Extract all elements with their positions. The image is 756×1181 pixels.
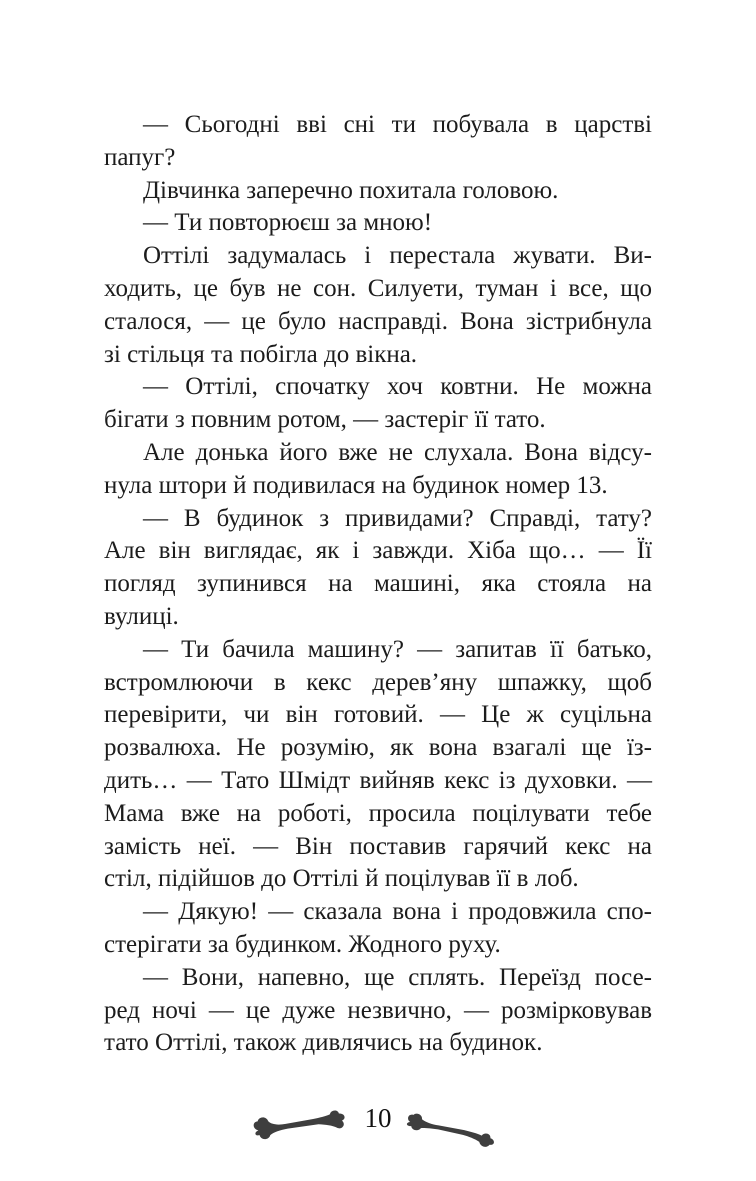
- text-line: замість неї. — Він поставив гарячий кекс на: [104, 832, 652, 860]
- text-line: стіл, підійшов до Оттілі й поцілував її в лоб.: [104, 865, 579, 893]
- text-line: — Сьогодні вві сні ти побувала в царстві: [143, 111, 652, 138]
- page-number: 10: [364, 1103, 392, 1133]
- paragraph: [104, 240, 652, 371]
- text-line: — В будинок з привидами? Справді, тату?: [143, 504, 652, 532]
- paragraph: [104, 634, 652, 896]
- text-line: вулиці.: [104, 602, 179, 630]
- text-line: Оттілі задумалась і перестала жувати. Ви-: [143, 242, 652, 270]
- text-line: стерігати за будинком. Жодного руху.: [104, 930, 501, 958]
- paragraph: [104, 896, 652, 962]
- page-footer: [0, 1096, 756, 1166]
- text-line: ред ночі — це дуже незвично, — розмірковував: [104, 996, 652, 1024]
- text-line: — Ти бачила машину? — запитав її батько,: [143, 635, 652, 663]
- text-line: Дівчинка заперечно похитала головою.: [143, 176, 559, 204]
- text-line: папуг?: [104, 143, 176, 171]
- paragraph: [104, 175, 652, 208]
- text-line: зі стільця та побігла до вікна.: [104, 340, 418, 368]
- text-line: тато Оттілі, також дивлячись на будинок.: [104, 1029, 543, 1057]
- paragraph: [104, 371, 652, 437]
- text-line: — Дякую! — сказала вона і продовжила спо-: [143, 898, 652, 926]
- text-line: сталося, — це було насправді. Вона зістрибнула: [104, 307, 652, 335]
- paragraph: [104, 503, 652, 634]
- paragraph: [104, 109, 652, 175]
- text-line: Але донька його вже не слухала. Вона відсу-: [143, 438, 652, 466]
- text-line: дить… — Тато Шмідт вийняв кекс із духовки. —: [104, 766, 652, 794]
- text-line: встромлюючи в кекс дерев’яну шпажку, щоб: [104, 668, 652, 696]
- text-line: Але він виглядає, як і завжди. Хіба що… — Її: [104, 537, 652, 565]
- text-line: Мама вже на роботі, просила поцілувати тебе: [104, 799, 652, 827]
- text-line: погляд зупинився на машині, яка стояла на: [104, 570, 652, 598]
- text-block: [104, 109, 652, 1060]
- text-line: ходить, це був не сон. Силуети, туман і все, що: [104, 274, 652, 302]
- text-line: бігати з повним ротом, — застеріг її тато.: [104, 406, 546, 434]
- text-line: перевірити, чи він готовий. — Це ж суцільна: [104, 701, 652, 729]
- text-line: — Вони, напевно, ще сплять. Переїзд посе-: [143, 963, 652, 991]
- text-line: — Ти повторюєш за мною!: [143, 209, 433, 237]
- text-line: нула штори й подивилася на будинок номер 13.: [104, 471, 608, 499]
- paragraph: [104, 962, 652, 1060]
- text-line: розвалюха. Не розумію, як вона взагалі ще їз-: [104, 734, 652, 762]
- paragraph: [104, 437, 652, 503]
- text-line: — Оттілі, спочатку хоч ковтни. Не можна: [143, 373, 652, 401]
- paragraph: [104, 207, 652, 240]
